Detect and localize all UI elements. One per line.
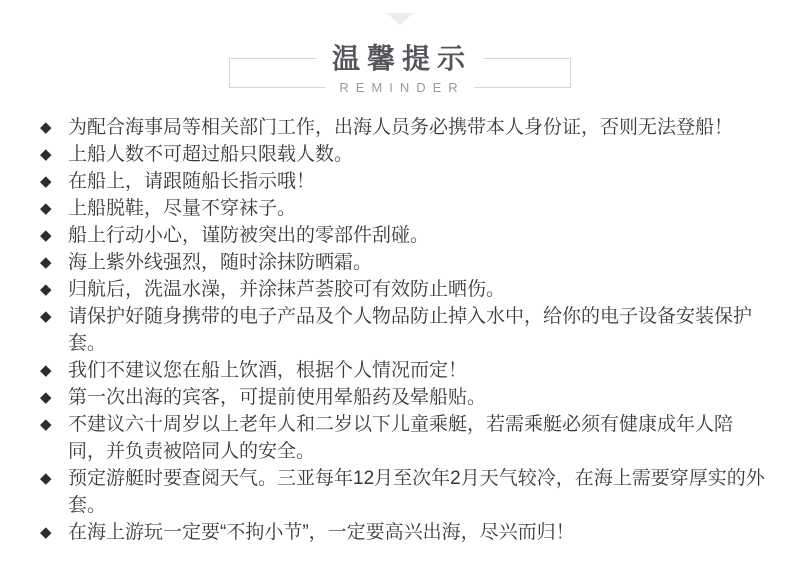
diamond-bullet-icon: ◆ <box>40 389 52 406</box>
reminder-list <box>40 114 767 546</box>
list-item <box>40 303 767 357</box>
list-item-text: 请保护好随身携带的电子产品及个人物品防止掉入水中，给你的电子设备安装保护套。 <box>68 306 753 354</box>
list-item <box>40 519 767 546</box>
list-item <box>40 114 767 141</box>
title-frame <box>229 43 571 95</box>
page-subtitle: REMINDER <box>325 78 474 97</box>
list-item <box>40 141 767 168</box>
diamond-bullet-icon: ◆ <box>40 227 52 244</box>
list-item-text: 在海上游玩一定要“不拘小节”，一定要高兴出海，尽兴而归！ <box>68 522 575 543</box>
diamond-bullet-icon: ◆ <box>40 524 52 541</box>
list-item-text: 上船脱鞋，尽量不穿袜子。 <box>68 198 297 219</box>
list-item <box>40 195 767 222</box>
diamond-bullet-icon: ◆ <box>40 308 52 325</box>
list-item-text: 归航后，洗温水澡，并涂抹芦荟胶可有效防止晒伤。 <box>68 279 506 300</box>
list-item <box>40 276 767 303</box>
list-item-text: 上船人数不可超过船只限载人数。 <box>68 144 354 165</box>
diamond-bullet-icon: ◆ <box>40 416 52 433</box>
diamond-bullet-icon: ◆ <box>40 173 52 190</box>
diamond-bullet-icon: ◆ <box>40 470 52 487</box>
diamond-bullet-icon: ◆ <box>40 200 52 217</box>
list-item-text: 不建议六十周岁以上老年人和二岁以下儿童乘艇，若需乘艇必须有健康成年人陪同，并负责被陪同人的安全。 <box>68 414 734 462</box>
list-item <box>40 357 767 384</box>
list-item <box>40 168 767 195</box>
list-item <box>40 249 767 276</box>
diamond-bullet-icon: ◆ <box>40 119 52 136</box>
list-item <box>40 411 767 465</box>
page-title: 温馨提示 <box>316 41 484 77</box>
list-item-text: 在船上，请跟随船长指示哦！ <box>68 171 316 192</box>
list-item-text: 海上紫外线强烈，随时涂抹防晒霜。 <box>68 252 373 273</box>
diamond-bullet-icon: ◆ <box>40 281 52 298</box>
list-item-text: 第一次出海的宾客，可提前使用晕船药及晕船贴。 <box>68 387 487 408</box>
chevron-down-icon <box>387 13 413 25</box>
list-item <box>40 384 767 411</box>
list-item <box>40 222 767 249</box>
list-item <box>40 465 767 519</box>
list-item-text: 预定游艇时要查阅天气。三亚每年12月至次年2月天气较冷，在海上需要穿厚实的外套。 <box>68 468 765 516</box>
list-item-text: 我们不建议您在船上饮酒，根据个人情况而定！ <box>68 360 468 381</box>
diamond-bullet-icon: ◆ <box>40 254 52 271</box>
list-item-text: 为配合海事局等相关部门工作，出海人员务必携带本人身份证，否则无法登船！ <box>68 117 734 138</box>
diamond-bullet-icon: ◆ <box>40 146 52 163</box>
list-item-text: 船上行动小心，谨防被突出的零部件刮碰。 <box>68 225 430 246</box>
diamond-bullet-icon: ◆ <box>40 362 52 379</box>
